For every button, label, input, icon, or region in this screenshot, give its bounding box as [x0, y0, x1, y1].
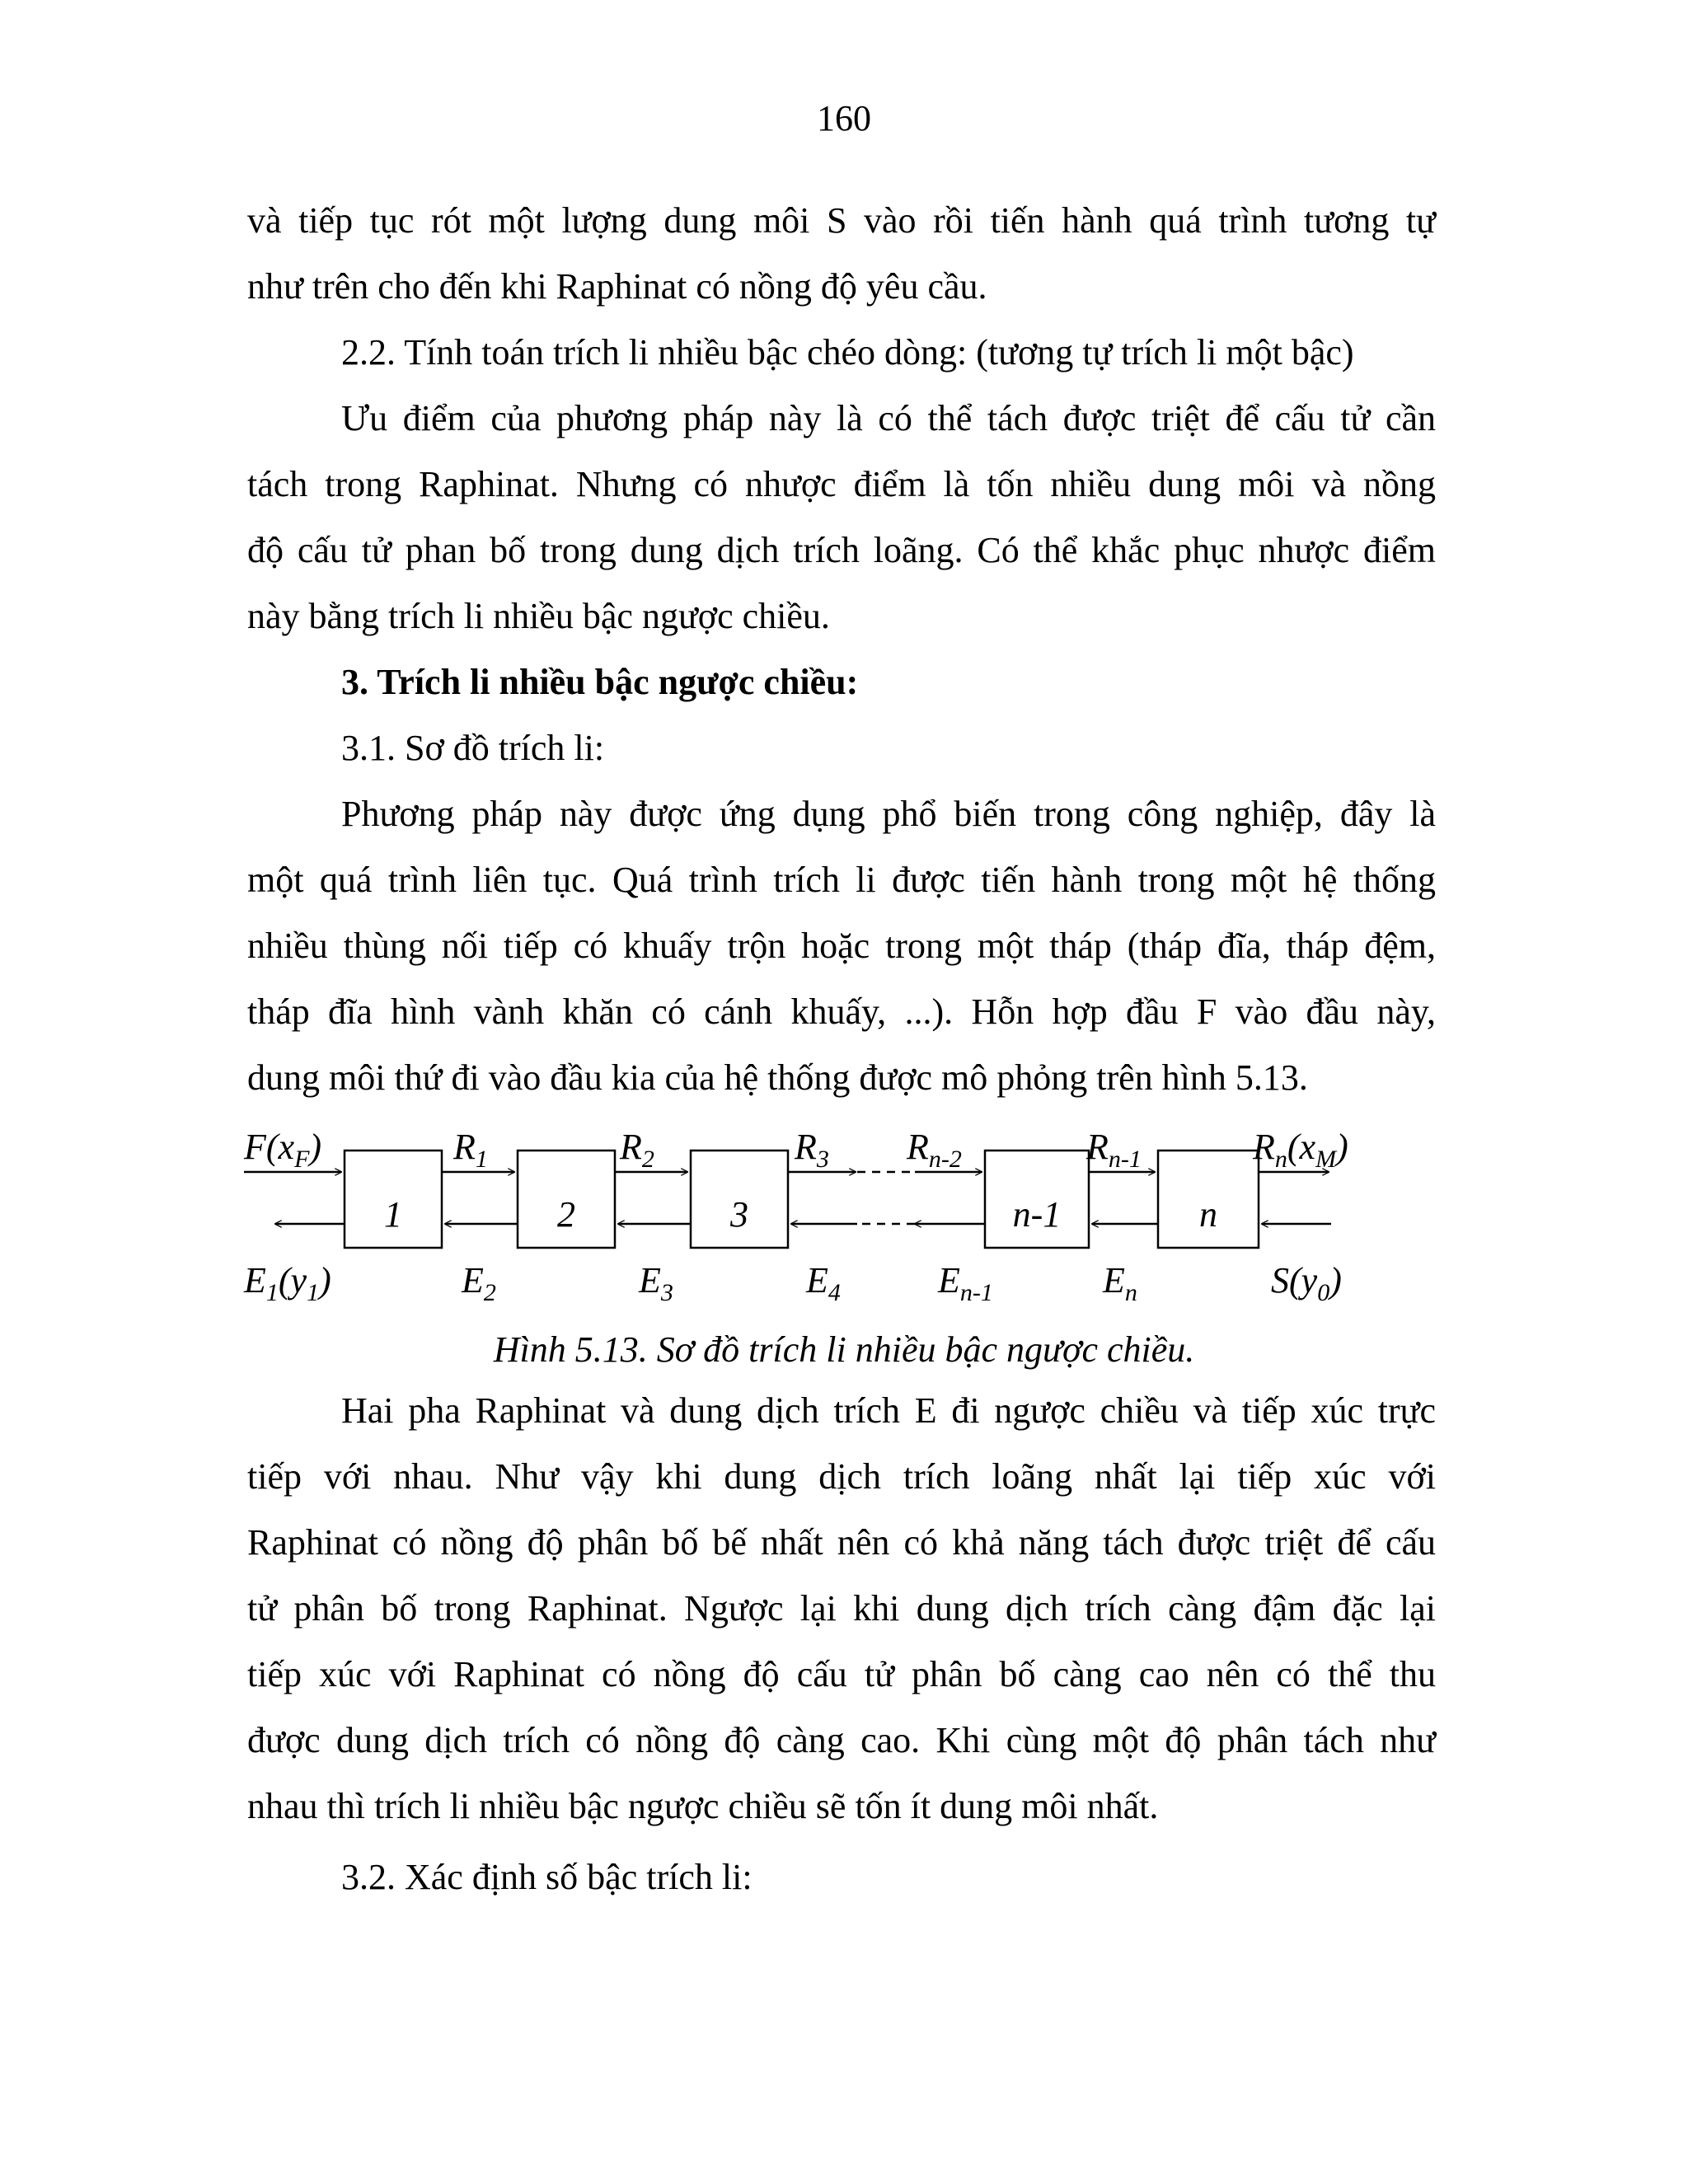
- paragraph-line: nhiều thùng nối tiếp có khuấy trộn hoặc trong một tháp (tháp đĩa, tháp đệm,: [247, 926, 1436, 966]
- label-e4: $E_4$: [806, 1260, 841, 1306]
- label-r1: $R_1$: [453, 1127, 488, 1173]
- paragraph-line: Hai pha Raphinat và dung dịch trích E đi ngược chiều và tiếp xúc trực: [341, 1390, 1436, 1431]
- label-rn-1: $R_{n-1}$: [1086, 1127, 1142, 1173]
- label-r2: $R_2$: [620, 1127, 654, 1173]
- label-rn-2: $R_{n-2}$: [907, 1127, 962, 1173]
- section-heading-3: 3. Trích li nhiều bậc ngược chiều:: [341, 662, 859, 702]
- label-feed: $F(x_F)$: [244, 1127, 322, 1173]
- page-number: 160: [817, 98, 871, 138]
- label-e2: $E_2$: [462, 1260, 496, 1306]
- paragraph-line: dung môi thứ đi vào đầu kia của hệ thống được mô phỏng trên hình 5.13.: [247, 1057, 1308, 1098]
- section-heading-3-2: 3.2. Xác định số bậc trích li:: [341, 1857, 753, 1897]
- label-e1: $E_1(y_1)$: [244, 1260, 331, 1306]
- section-heading-2-2: 2.2. Tính toán trích li nhiều bậc chéo dòng: (tương tự trích li một bậc): [341, 332, 1354, 373]
- label-solvent: $S(y_0)$: [1271, 1260, 1342, 1306]
- paragraph-line: tiếp với nhau. Như vậy khi dung dịch trích loãng nhất lại tiếp xúc với: [247, 1456, 1436, 1497]
- section-heading-3-1: 3.1. Sơ đồ trích li:: [341, 728, 605, 768]
- stage-label-n-1: n-1: [1012, 1194, 1062, 1235]
- label-e3: $E_3$: [639, 1260, 673, 1306]
- paragraph-line: tử phân bố trong Raphinat. Ngược lại khi dung dịch trích càng đậm đặc lại: [247, 1588, 1436, 1629]
- stage-label-3: 3: [730, 1194, 748, 1235]
- paragraph-line: tách trong Raphinat. Nhưng có nhược điểm là tốn nhiều dung môi và nồng: [247, 464, 1436, 504]
- paragraph-line: Phương pháp này được ứng dụng phổ biến trong công nghiệp, đây là: [341, 794, 1436, 834]
- paragraph-line: như trên cho đến khi Raphinat có nồng độ yêu cầu.: [247, 266, 987, 307]
- stage-label-1: 1: [384, 1194, 402, 1235]
- paragraph-line: này bằng trích li nhiều bậc ngược chiều.: [247, 596, 830, 636]
- label-rn-product: $R_n(x_M)$: [1253, 1127, 1348, 1173]
- label-en: $E_n$: [1103, 1260, 1137, 1306]
- stage-label-n: n: [1199, 1194, 1217, 1235]
- paragraph-line: độ cấu tử phan bố trong dung dịch trích loãng. Có thể khắc phục nhược điểm: [247, 530, 1436, 570]
- paragraph-line: Raphinat có nồng độ phân bố bế nhất nên có khả năng tách được triệt để cấu: [247, 1522, 1436, 1563]
- label-en-1: $E_{n-1}$: [938, 1260, 993, 1306]
- paragraph-line: tiếp xúc với Raphinat có nồng độ cấu tử phân bố càng cao nên có thể thu: [247, 1654, 1436, 1694]
- paragraph-line: một quá trình liên tục. Quá trình trích li được tiến hành trong một hệ thống: [247, 860, 1436, 900]
- paragraph-line: được dung dịch trích có nồng độ càng cao. Khi cùng một độ phân tách như: [247, 1720, 1436, 1760]
- label-r3: $R_3$: [795, 1127, 829, 1173]
- stage-label-2: 2: [557, 1194, 575, 1235]
- paragraph-line: tháp đĩa hình vành khăn có cánh khuấy, ...). Hỗn hợp đầu F vào đầu này,: [247, 991, 1436, 1032]
- paragraph-line: và tiếp tục rót một lượng dung môi S vào rồi tiến hành quá trình tương tự: [247, 200, 1436, 241]
- figure-caption: Hình 5.13. Sơ đồ trích li nhiều bậc ngược chiều.: [493, 1329, 1195, 1370]
- paragraph-line: Ưu điểm của phương pháp này là có thể tách được triệt để cấu tử cần: [341, 398, 1436, 438]
- paragraph-line: nhau thì trích li nhiều bậc ngược chiều sẽ tốn ít dung môi nhất.: [247, 1786, 1159, 1826]
